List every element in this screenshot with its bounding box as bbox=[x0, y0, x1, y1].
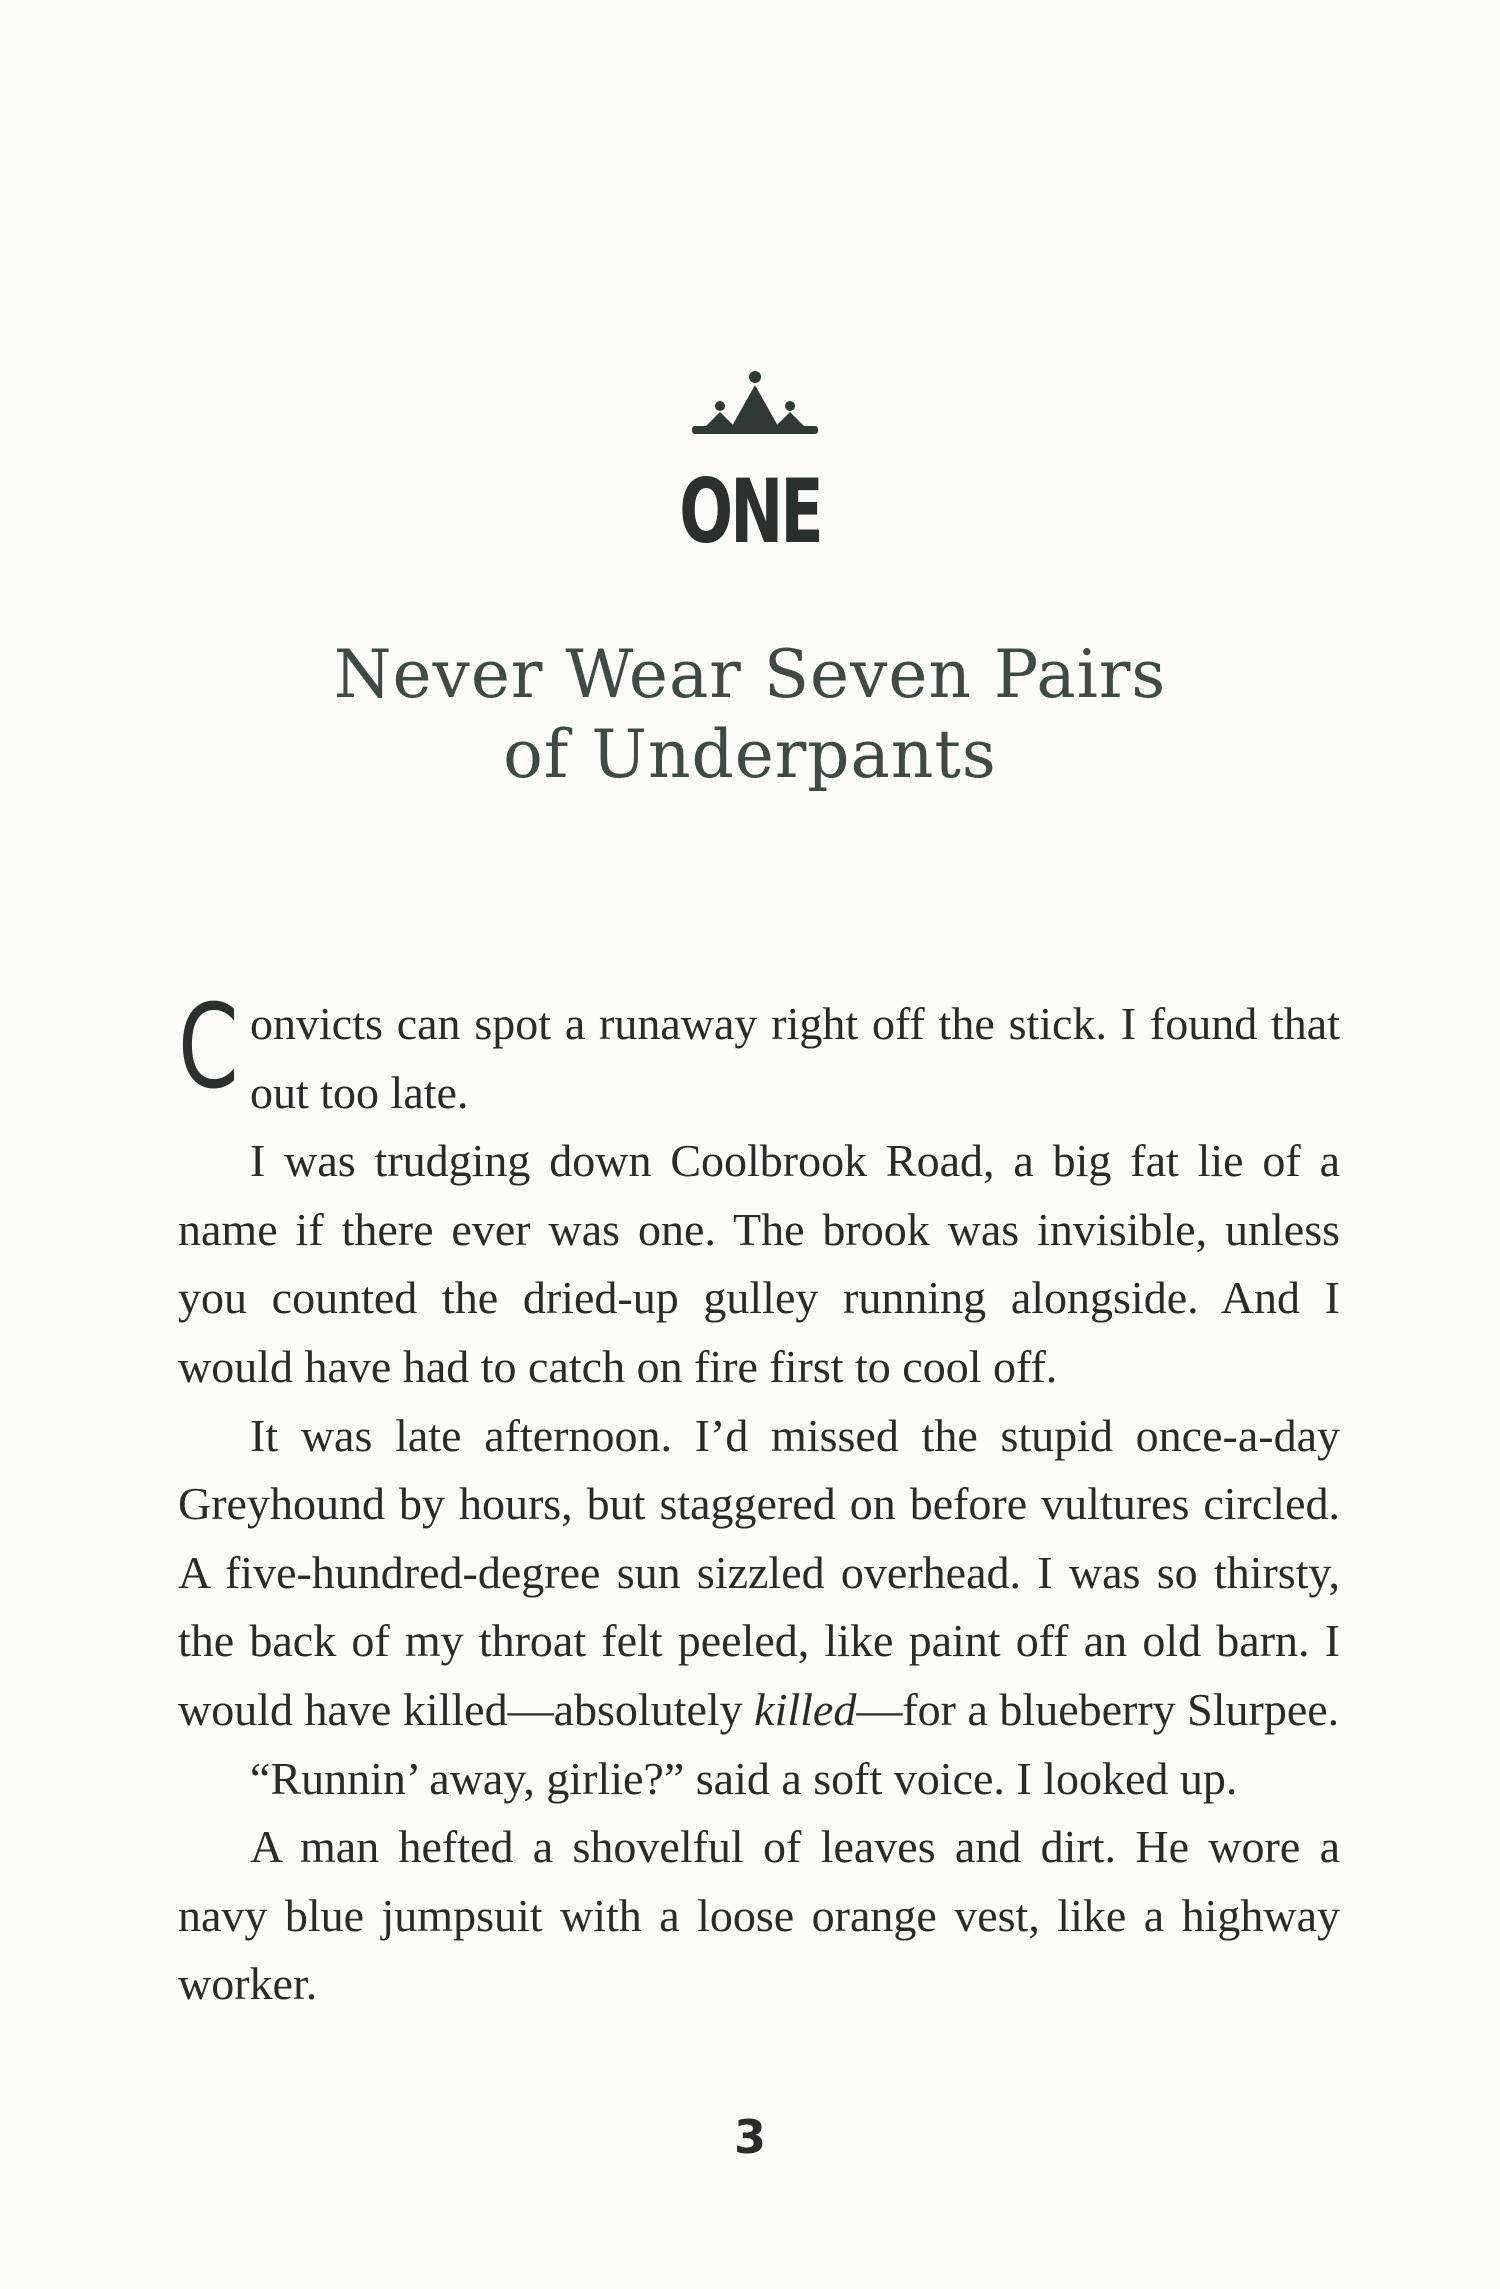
paragraph-2: I was trudging down Coolbrook Road, a big fat lie of a name if there ever was one. The brook was invisible, unless you counted the dried-up gulley running alongside. And I would have had to catch on fire first to cool off. bbox=[178, 1135, 1340, 1392]
page-number: 3 bbox=[733, 2110, 766, 2164]
paragraph-4: “Runnin’ away, girlie?” said a soft voice. I looked up. bbox=[250, 1752, 1238, 1804]
drop-cap: C bbox=[178, 980, 239, 1115]
paragraph-1 bbox=[178, 980, 1340, 1127]
chapter-number: ONE bbox=[679, 460, 821, 563]
paragraph-3 bbox=[178, 1402, 1340, 1745]
chapter-title-line-1: Never Wear Seven Pairs bbox=[333, 636, 1167, 713]
crown-icon bbox=[690, 368, 820, 448]
paragraph-5: A man hefted a shovelful of leaves and dirt. He wore a navy blue jumpsuit with a loose orange vest, like a highway worker. bbox=[178, 1821, 1340, 2010]
paragraph-1-text: onvicts can spot a runaway right off the stick. I found that out too late. bbox=[250, 998, 1340, 1118]
chapter-title-line-2: of Underpants bbox=[503, 716, 997, 793]
chapter-body bbox=[178, 980, 1340, 2019]
paragraph-3-emphasis: killed bbox=[754, 1683, 857, 1735]
chapter-title bbox=[0, 635, 1500, 795]
paragraph-3-text: It was late afternoon. I’d missed the stupid once-a-day Greyhound by hours, but staggered on before vultures circled. A five-hundred-degree sun sizzled overhead. I was so thirsty, the back of my throat felt peeled, like paint off an old barn. I would have killed—absolutely bbox=[178, 1409, 1340, 1735]
paragraph-3-end: —for a blueberry Slurpee. bbox=[856, 1683, 1340, 1735]
